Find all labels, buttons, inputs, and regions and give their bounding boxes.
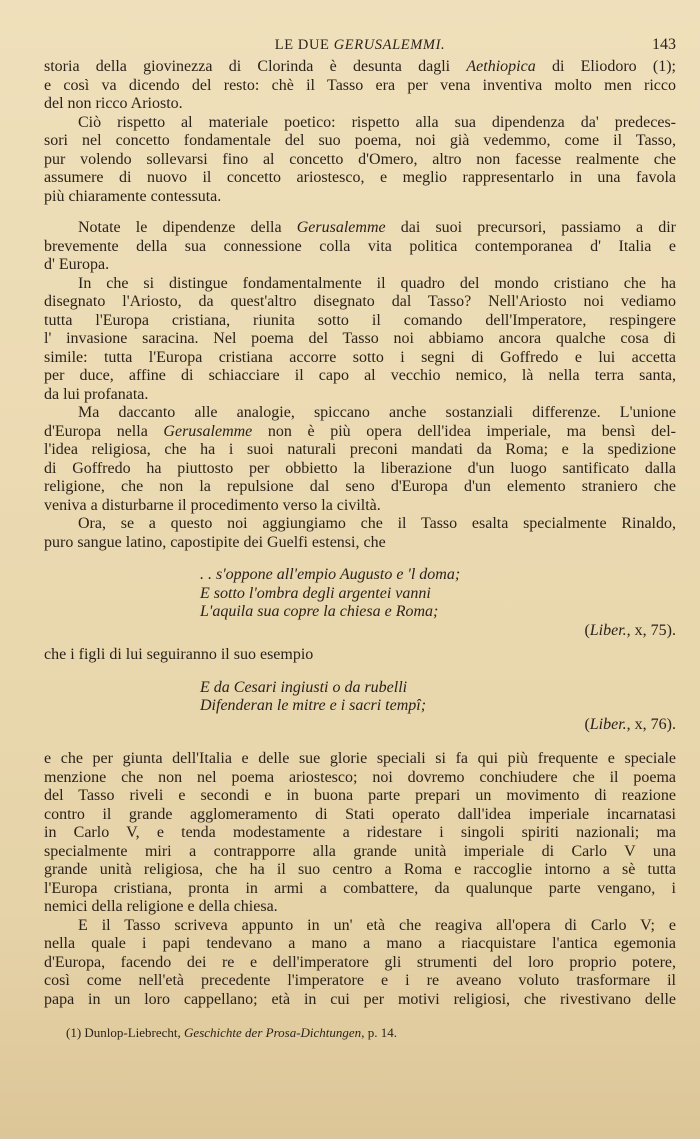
paragraph xyxy=(44,515,676,552)
text-run: e così va dicendo del resto: chè il Tasso era per vena inventiva molto men ricco xyxy=(44,76,676,94)
text-run: ( xyxy=(584,715,590,733)
text-line xyxy=(44,991,676,1010)
text-line xyxy=(44,330,676,349)
title-plain: LE DUE xyxy=(274,37,334,53)
text-line xyxy=(44,497,676,516)
text-run: nemici della religione e della chiesa. xyxy=(44,898,278,915)
text-run: del Tasso riveli e secondi e in buona parte prepari un movimento di reazione xyxy=(44,787,676,804)
text-line xyxy=(44,806,676,825)
running-header xyxy=(44,37,676,57)
italic-text: Aethiopica xyxy=(466,58,536,75)
footnote-prefix: (1) Dunlop-Liebrecht, xyxy=(66,1025,185,1040)
paragraph xyxy=(44,917,676,1010)
paragraph xyxy=(44,404,676,515)
paragraph xyxy=(44,750,676,917)
text-line xyxy=(44,861,676,880)
text-line xyxy=(44,880,676,899)
text-line xyxy=(44,386,676,405)
text-line xyxy=(200,679,676,698)
text-run: e che per giunta dell'Italia e delle sue glorie speciali si fa qui più frequente e speciale xyxy=(44,750,676,767)
text-run: grande unità religiosa, che ha il suo centro a Roma e raccoglie intorno a sè tutta xyxy=(44,861,676,878)
text-line xyxy=(200,603,676,622)
text-line xyxy=(44,293,676,312)
page-number: 143 xyxy=(652,36,676,53)
text-run: di Eliodoro (1); xyxy=(535,58,677,75)
text-run: E sotto l'ombra degli argentei vanni xyxy=(200,584,431,602)
text-run: sori nel concetto fondamentale del suo poema, noi già vedemmo, come il Tasso, xyxy=(44,132,676,149)
text-line xyxy=(200,697,676,716)
text-line xyxy=(44,256,676,275)
text-line xyxy=(44,787,676,806)
text-line xyxy=(44,843,676,862)
text-run: storia della giovinezza di Clorinda è desunta dagli xyxy=(44,58,467,75)
verse-citation xyxy=(200,716,676,735)
text-run: assumere di nuovo il concetto ariostesco, e meglio rappresentarlo in una favola xyxy=(44,169,676,186)
verse-quote xyxy=(44,566,676,640)
footnote-title: Geschichte der Prosa-Dichtungen xyxy=(184,1025,362,1040)
text-run: in Carlo V, e tenda modestamente a ridestare i singoli spiriti nazionali; ma xyxy=(44,824,676,841)
text-run: . . s'oppone all'empio Augusto e 'l doma; xyxy=(200,566,461,583)
text-run: d'Europa, facendo dei re e dell'imperatore gli strumenti del loro proprio potere, xyxy=(44,953,676,971)
paragraph xyxy=(44,58,676,114)
italic-text: Liber. xyxy=(589,715,627,733)
text-line xyxy=(44,824,676,843)
text-line xyxy=(44,404,676,423)
text-run: specialmente miri a contrapporre alla grande unità imperiale di Carlo V una xyxy=(44,842,676,860)
verse-quote xyxy=(44,679,676,735)
text-run: contro il grande agglomeramento di Stati operato dall'idea imperiale incarnatasi xyxy=(44,805,676,823)
title-italic: GERUSALEMMI. xyxy=(333,37,446,53)
text-run: Ma daccanto alle analogie, spiccano anche sostanziali differenze. L'unione xyxy=(78,404,676,421)
text-line xyxy=(44,58,676,77)
text-line xyxy=(44,769,676,788)
text-run: E il Tasso scriveva appunto in un' età che reagiva all'opera di Carlo V; e xyxy=(78,916,676,934)
text-line xyxy=(44,77,676,96)
text-run: d' Europa. xyxy=(44,256,110,273)
paragraph xyxy=(44,114,676,207)
text-run: Notate le dipendenze della xyxy=(78,219,297,236)
text-run: l' invasione saracina. Nel poema del Tasso noi abbiamo ancora qualche cosa di xyxy=(44,330,676,347)
text-run: l'Europa cristiana, pronta in armi a combattere, da qualunque parte vengano, i xyxy=(44,879,676,897)
text-run: dai suoi precursori, passiamo a dir xyxy=(385,219,676,236)
text-line xyxy=(44,898,676,917)
text-run: brevemente della sua connessione colla vita politica contemporanea d' Italia e xyxy=(44,237,676,255)
text-line xyxy=(44,534,676,553)
text-run: per duce, affine di schiacciare il capo al vecchio nemico, là nella terra santa, xyxy=(44,367,676,384)
text-line xyxy=(44,460,676,479)
text-line xyxy=(44,238,676,257)
text-run: così come nell'età precedente l'imperatore e i re aveano voluto trasformare il xyxy=(44,972,676,989)
page-body xyxy=(44,58,676,1009)
text-line xyxy=(44,132,676,151)
text-line xyxy=(44,646,676,665)
text-line xyxy=(44,935,676,954)
paragraph-gap xyxy=(44,206,676,219)
text-line xyxy=(44,917,676,936)
text-run: veniva a disturbarne il procedimento verso la civiltà. xyxy=(44,496,381,514)
text-line xyxy=(44,441,676,460)
text-run: disegnato l'Ariosto, da quest'altro disegnato dal Tasso? Nell'Ariosto noi vediamo xyxy=(44,293,676,310)
italic-text: Liber. xyxy=(589,621,627,639)
italic-text: Gerusalemme xyxy=(163,422,253,440)
text-run: , x, 76). xyxy=(626,715,676,733)
text-line xyxy=(44,169,676,188)
text-run: d'Europa nella xyxy=(44,422,164,440)
text-line xyxy=(44,478,676,497)
text-run: puro sangue latino, capostipite dei Guelfi estensi, che xyxy=(44,533,386,551)
text-line xyxy=(44,750,676,769)
text-run: E da Cesari ingiusti o da rubelli xyxy=(200,678,408,696)
text-run: Ora, se a questo noi aggiungiamo che il Tasso esalta specialmente Rinaldo, xyxy=(78,515,676,532)
text-line xyxy=(44,367,676,386)
text-run: In che si distingue fondamentalmente il quadro del mondo cristiano che ha xyxy=(78,274,676,292)
text-line xyxy=(44,188,676,207)
text-run: papa in un loro cappellano; età in cui per motivi religiosi, che rivestivano delle xyxy=(44,990,676,1008)
paragraph xyxy=(44,275,676,405)
text-run: non è più opera dell'idea imperiale, ma bensì del- xyxy=(252,422,676,440)
text-run: nella quale i papi tendevano a mano a mano a riacquistare l'antica egemonia xyxy=(44,935,676,952)
text-run: pur volendo sollevarsi fino al concetto d'Omero, altro non facesse realmente che xyxy=(44,150,676,168)
text-line xyxy=(44,219,676,238)
text-run: religione, che non la repulsione dal seno d'Europa d'un elemento straniero che xyxy=(44,478,676,495)
text-line xyxy=(44,275,676,294)
paragraph xyxy=(44,219,676,275)
text-run: Ciò rispetto al materiale poetico: rispetto alla sua dipendenza da' predeces- xyxy=(78,113,676,131)
italic-text: Gerusalemme xyxy=(296,219,386,236)
footnote-suffix: , p. 14. xyxy=(361,1025,397,1040)
text-run: L'aquila sua copre la chiesa e Roma; xyxy=(200,603,439,620)
text-line xyxy=(44,349,676,368)
text-run: da lui profanata. xyxy=(44,385,149,403)
text-line xyxy=(44,151,676,170)
text-run: più chiaramente contessuta. xyxy=(44,187,222,205)
text-line xyxy=(44,95,676,114)
text-run: che i figli di lui seguiranno il suo esempio xyxy=(44,646,314,663)
text-run: di Goffredo ha piuttosto per obbietto la liberazione d'un luogo santificato dalla xyxy=(44,459,676,477)
text-line xyxy=(44,114,676,133)
text-line xyxy=(44,954,676,973)
text-run: ( xyxy=(584,621,590,639)
text-run: , x, 75). xyxy=(626,621,676,639)
paragraph xyxy=(44,646,676,665)
running-title xyxy=(44,37,676,54)
text-run: simile: tutta l'Europa cristiana accorre sotto i segni di Goffredo e lui accetta xyxy=(44,348,676,366)
footnote xyxy=(66,1025,397,1041)
text-run: menzione che non nel poema ariostesco; noi dovremo conchiudere che il poema xyxy=(44,768,676,786)
text-run: tutta l'Europa cristiana, riunita sotto il comando dell'Imperatore, respingere xyxy=(44,311,676,329)
text-line xyxy=(200,566,676,585)
text-line xyxy=(44,515,676,534)
text-line xyxy=(44,972,676,991)
text-run: l'idea religiosa, che ha i suoi naturali preconi mandati da Roma; e la spedizione xyxy=(44,441,676,458)
verse-citation xyxy=(200,622,676,641)
text-run: del non ricco Ariosto. xyxy=(44,95,183,112)
text-run: Difenderan le mitre e i sacri tempî; xyxy=(200,697,427,714)
text-line xyxy=(200,585,676,604)
text-line xyxy=(44,312,676,331)
text-line xyxy=(44,423,676,442)
